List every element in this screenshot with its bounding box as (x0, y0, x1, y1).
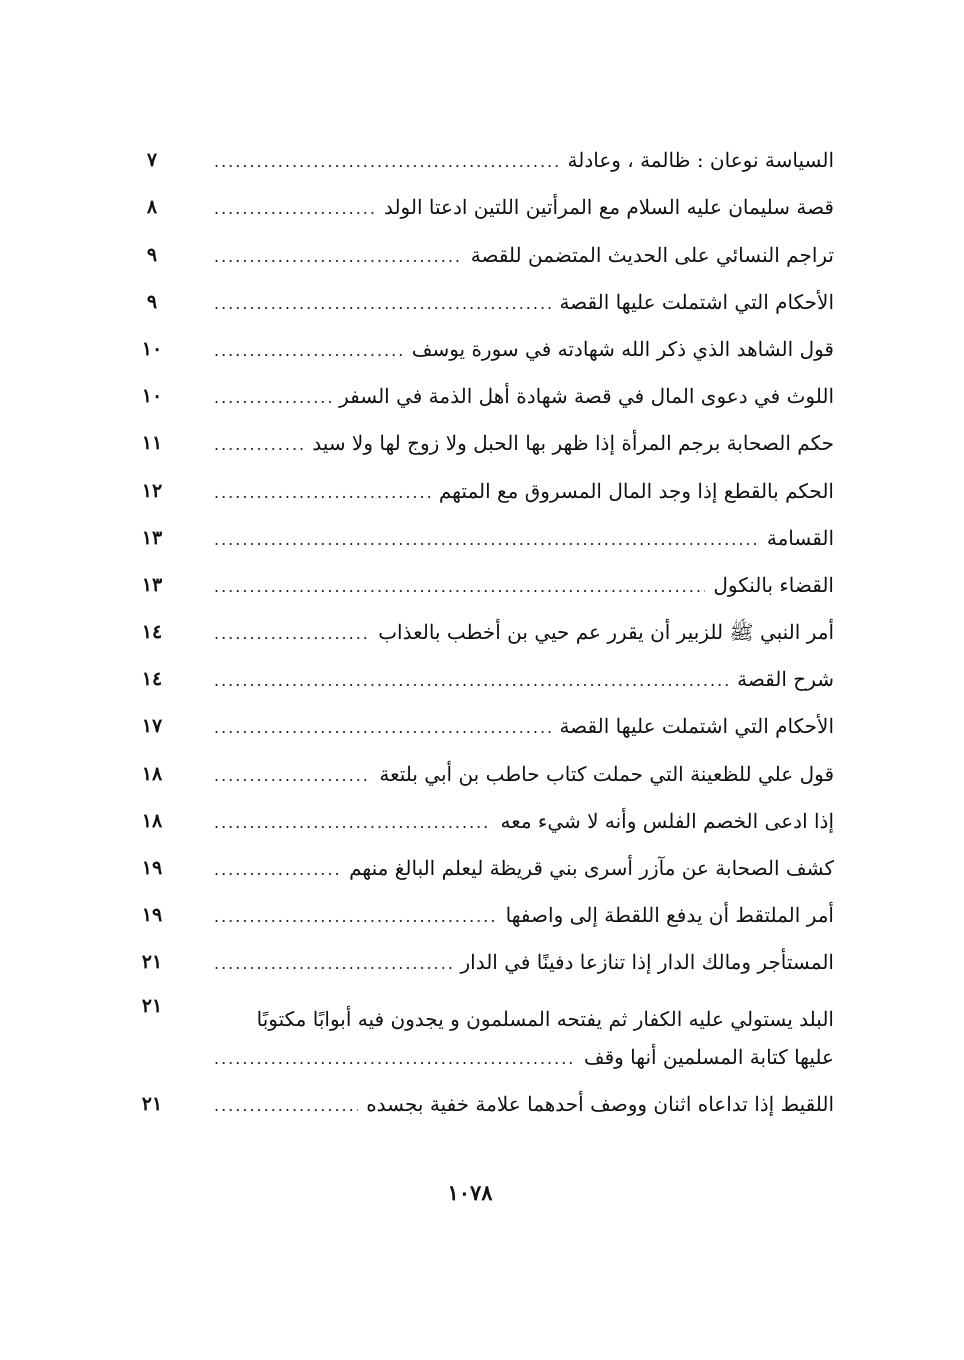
dot-leader (214, 626, 370, 642)
toc-entry (130, 461, 834, 508)
toc-entry-title (174, 761, 834, 792)
toc-entry-title (174, 478, 834, 509)
toc-entry-page: ١٨ (141, 762, 163, 785)
toc-entry-title (174, 952, 834, 980)
dot-leader (214, 154, 560, 170)
toc-entry (130, 131, 834, 178)
toc-entry (130, 933, 834, 980)
dot-leader (214, 485, 431, 501)
toc-entry-page: ١٠ (141, 385, 163, 408)
toc-entry-page: ٩ (146, 290, 158, 313)
toc-entry-title (174, 336, 834, 367)
toc-entry-page: ١٣ (141, 526, 163, 549)
toc-entry-title (174, 622, 834, 650)
toc-entry-title (174, 716, 834, 744)
toc-entry-text: اللقيط إذا تداعاه اثنان ووصف أحدهما علامة خفية بجسده (366, 1091, 834, 1116)
toc-entry-page: ٩ (146, 243, 158, 266)
toc-entry-title (174, 197, 834, 225)
toc-entry-text: الحكم بالقطع إذا وجد المال المسروق مع المتهم (438, 478, 834, 503)
toc-entry (130, 509, 834, 556)
dot-leader (214, 909, 498, 925)
toc-entry-title (174, 242, 834, 273)
toc-entry-text: إذا ادعى الخصم الفلس وأنه لا شيء معه (500, 808, 834, 833)
toc-entry (130, 414, 834, 461)
toc-entry (130, 839, 834, 886)
toc-entry-text: اللوث في دعوى المال في قصة شهادة أهل الذمة في السفر (339, 384, 834, 409)
toc-entry (130, 792, 834, 839)
toc-entry-text: حكم الصحابة برجم المرأة إذا ظهر بها الحبل ولا زوج لها ولا سيد (312, 431, 834, 456)
toc-entry-text: الأحكام التي اشتملت عليها القصة (559, 714, 834, 739)
toc-entry (130, 744, 834, 791)
toc-entry-title (174, 572, 834, 603)
toc-entry (130, 980, 834, 1074)
toc-entry-page: ١٨ (141, 809, 163, 832)
dot-leader (214, 862, 341, 878)
toc-entry-page: ١٢ (141, 479, 163, 502)
dot-leader (214, 343, 404, 359)
toc-entry-title (174, 289, 834, 320)
toc-entry-page: ١٩ (141, 904, 163, 927)
toc-entry (130, 556, 834, 603)
toc-entry-page: ١٤ (141, 621, 163, 644)
toc-entry-text: القضاء بالنكول (713, 572, 834, 597)
dot-leader (214, 673, 729, 689)
toc-entry (130, 650, 834, 697)
toc-entry-text: السياسة نوعان : ظالمة ، وعادلة (567, 148, 834, 173)
toc-entry-text: قول الشاهد الذي ذكر الله شهادته في سورة يوسف (411, 336, 834, 361)
toc-entry-title (174, 858, 834, 886)
toc-entry-title (174, 150, 834, 178)
toc-entry-text: أمر الملتقط أن يدفع اللقطة إلى واصفها (505, 903, 834, 928)
toc-entry-title (174, 525, 834, 556)
dot-leader (214, 1098, 358, 1114)
toc-entry (130, 697, 834, 744)
toc-entry-page: ١١ (141, 432, 163, 455)
toc-entry (130, 178, 834, 225)
toc-entry-title (174, 386, 834, 414)
toc-entry-text: الأحكام التي اشتملت عليها القصة (559, 289, 834, 314)
toc-entry-page: ١٧ (141, 715, 163, 738)
toc-entry-text: كشف الصحابة عن مآزر أسرى بني قريظة ليعلم البالغ منهم (349, 856, 834, 880)
toc-entry-text: شرح القصة (737, 667, 834, 692)
toc-entry-text: أمر النبي ﷺ للزبير أن يقرر عم حيي بن أخطب بالعذاب (378, 620, 834, 645)
toc-entry (130, 367, 834, 414)
toc-entry-text: تراجم النسائي على الحديث المتضمن للقصة (470, 242, 834, 267)
toc-entry-page: ١٠ (141, 337, 163, 360)
toc-entry-title (174, 433, 834, 461)
page-number: ١٠٧٨ (447, 1180, 493, 1205)
toc-entry-text: المستأجر ومالك الدار إذا تنازعا دفينًا في الدار (460, 950, 834, 975)
dot-leader (214, 720, 551, 736)
toc-entry-page: ٢١ (141, 951, 163, 974)
dot-leader (214, 201, 376, 217)
dot-leader (214, 1051, 576, 1067)
dot-leader (214, 579, 705, 595)
toc-entry-page: ٢١ (141, 995, 163, 1018)
toc-entry-page: ١٣ (141, 573, 163, 596)
dot-leader (214, 768, 371, 784)
toc-entry-title (174, 1091, 834, 1122)
dot-leader (214, 532, 759, 548)
dot-leader (214, 296, 551, 312)
dot-leader (214, 815, 492, 831)
toc-entry-page: ٧ (146, 149, 158, 172)
toc-entry-title (174, 808, 834, 839)
toc-entry-text: قول علي للظعينة التي حملت كتاب حاطب بن أبي بلتعة (379, 761, 834, 786)
toc-entry-page: ١٤ (141, 668, 163, 691)
toc-entry (130, 225, 834, 272)
toc-entry (130, 603, 834, 650)
toc-entry-text: البلد يستولي عليه الكفار ثم يفتحه المسلمون و يجدون فيه أبوابًا مكتوبًا (256, 1006, 834, 1031)
toc-entry (130, 886, 834, 933)
toc-entry-text: القسامة (766, 525, 834, 550)
toc-entry (130, 1075, 834, 1122)
dot-leader (214, 956, 453, 972)
toc-entry-page: ١٩ (141, 857, 163, 879)
dot-leader (214, 437, 304, 453)
toc-entry (130, 320, 834, 367)
toc-entry-page: ٨ (146, 196, 158, 219)
toc-entry-title (174, 669, 834, 697)
dot-leader (214, 390, 331, 406)
toc-entry-text-continued: عليها كتابة المسلمين أنها وقف (583, 1044, 834, 1069)
toc-entry-title (174, 980, 834, 1074)
dot-leader (214, 249, 463, 265)
table-of-contents (130, 131, 834, 1122)
toc-entry (130, 273, 834, 320)
toc-entry-text: قصة سليمان عليه السلام مع المرأتين اللتين ادعتا الولد (383, 195, 834, 220)
toc-entry-page: ٢١ (141, 1092, 163, 1115)
toc-entry-title (174, 905, 834, 933)
